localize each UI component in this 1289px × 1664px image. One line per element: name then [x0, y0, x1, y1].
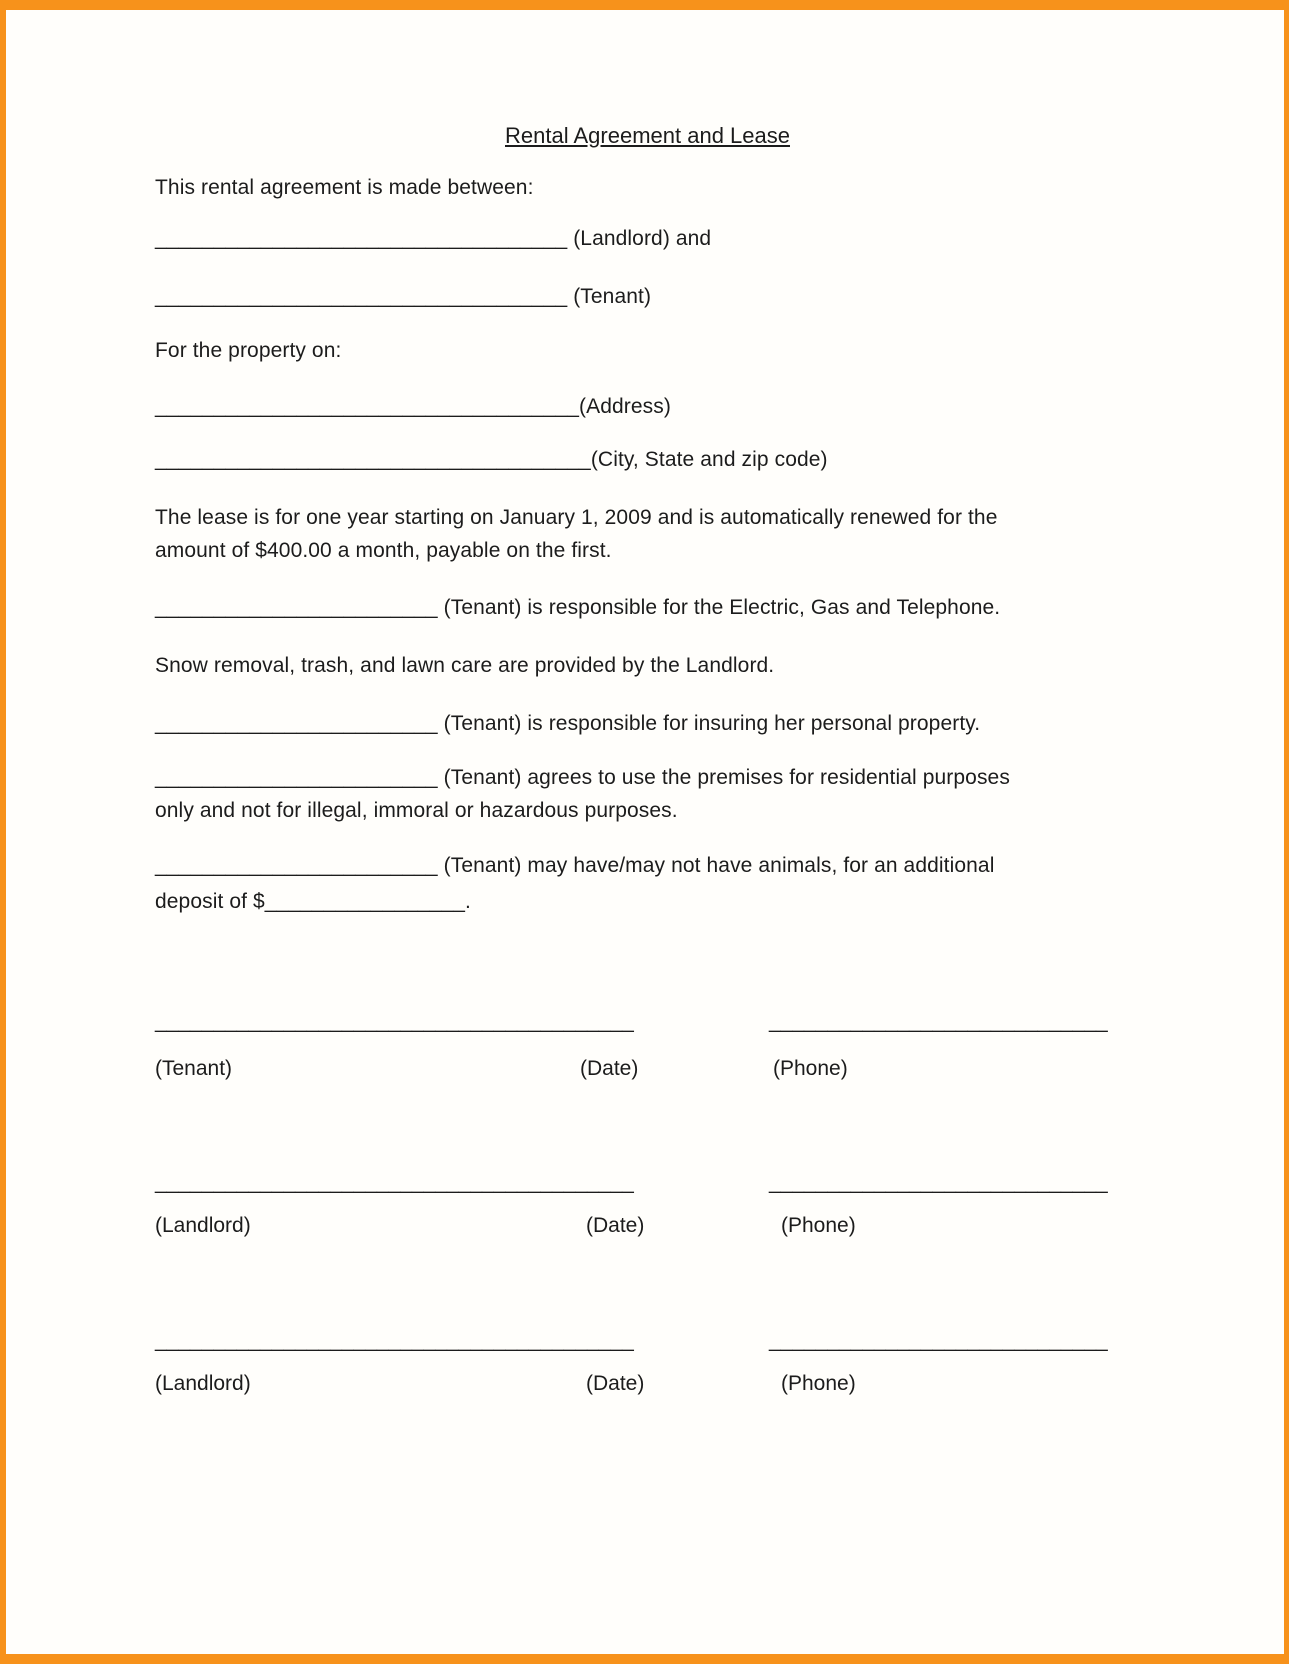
- landlord-phone-line: _____________________________: [769, 1171, 1108, 1194]
- rental-agreement-document: [155, 0, 1140, 1664]
- document-title: Rental Agreement and Lease: [505, 123, 790, 148]
- signature-row-landlord2-labels: [155, 1367, 1140, 1400]
- landlord-signature-line: _________________________________________: [155, 1329, 634, 1352]
- line-insurance: ________________________ (Tenant) is responsible for insuring her personal property.: [155, 712, 981, 735]
- signature-row-landlord2-lines: [155, 1324, 1140, 1357]
- line-animals-1: ________________________ (Tenant) may have/may not have animals, for an additional: [155, 854, 995, 877]
- date-label: (Date): [586, 1372, 645, 1395]
- line-animals-deposit: deposit of $_________________.: [155, 890, 471, 913]
- line-utilities: ________________________ (Tenant) is responsible for the Electric, Gas and Telephone.: [155, 596, 1001, 619]
- signature-row-tenant-labels: [155, 1052, 1140, 1085]
- line-property-intro: For the property on:: [155, 339, 342, 362]
- landlord-phone-line: _____________________________: [769, 1329, 1108, 1352]
- signature-row-tenant-lines: [155, 1005, 1140, 1038]
- tenant-label: (Tenant): [155, 1057, 233, 1080]
- tenant-phone-line: _____________________________: [769, 1010, 1108, 1033]
- line-landlord-services: Snow removal, trash, and lawn care are provided by the Landlord.: [155, 654, 775, 677]
- date-label: (Date): [586, 1214, 645, 1237]
- phone-label: (Phone): [781, 1372, 856, 1395]
- line-intro: This rental agreement is made between:: [155, 176, 534, 199]
- line-tenant-blank: ___________________________________ (Tenant): [155, 285, 652, 308]
- line-premises-use-2: only and not for illegal, immoral or hazardous purposes.: [155, 799, 678, 822]
- phone-label: (Phone): [781, 1214, 856, 1237]
- signature-row-landlord1-labels: [155, 1209, 1140, 1242]
- line-address-blank: ____________________________________(Address): [155, 395, 671, 418]
- line-lease-term-2: amount of $400.00 a month, payable on the first.: [155, 539, 612, 562]
- line-premises-use-1: ________________________ (Tenant) agrees to use the premises for residential purposes: [155, 766, 1010, 789]
- line-lease-term-1: The lease is for one year starting on January 1, 2009 and is automatically renewed for the: [155, 506, 998, 529]
- date-label: (Date): [580, 1057, 639, 1080]
- phone-label: (Phone): [773, 1057, 848, 1080]
- tenant-signature-line: _________________________________________: [155, 1010, 634, 1033]
- line-city-state-blank: _____________________________________(City, State and zip code): [155, 448, 828, 471]
- landlord-signature-line: _________________________________________: [155, 1171, 634, 1194]
- line-landlord-blank: ___________________________________ (Landlord) and: [155, 227, 712, 250]
- landlord-label: (Landlord): [155, 1214, 251, 1237]
- landlord-label: (Landlord): [155, 1372, 251, 1395]
- signature-row-landlord1-lines: [155, 1166, 1140, 1199]
